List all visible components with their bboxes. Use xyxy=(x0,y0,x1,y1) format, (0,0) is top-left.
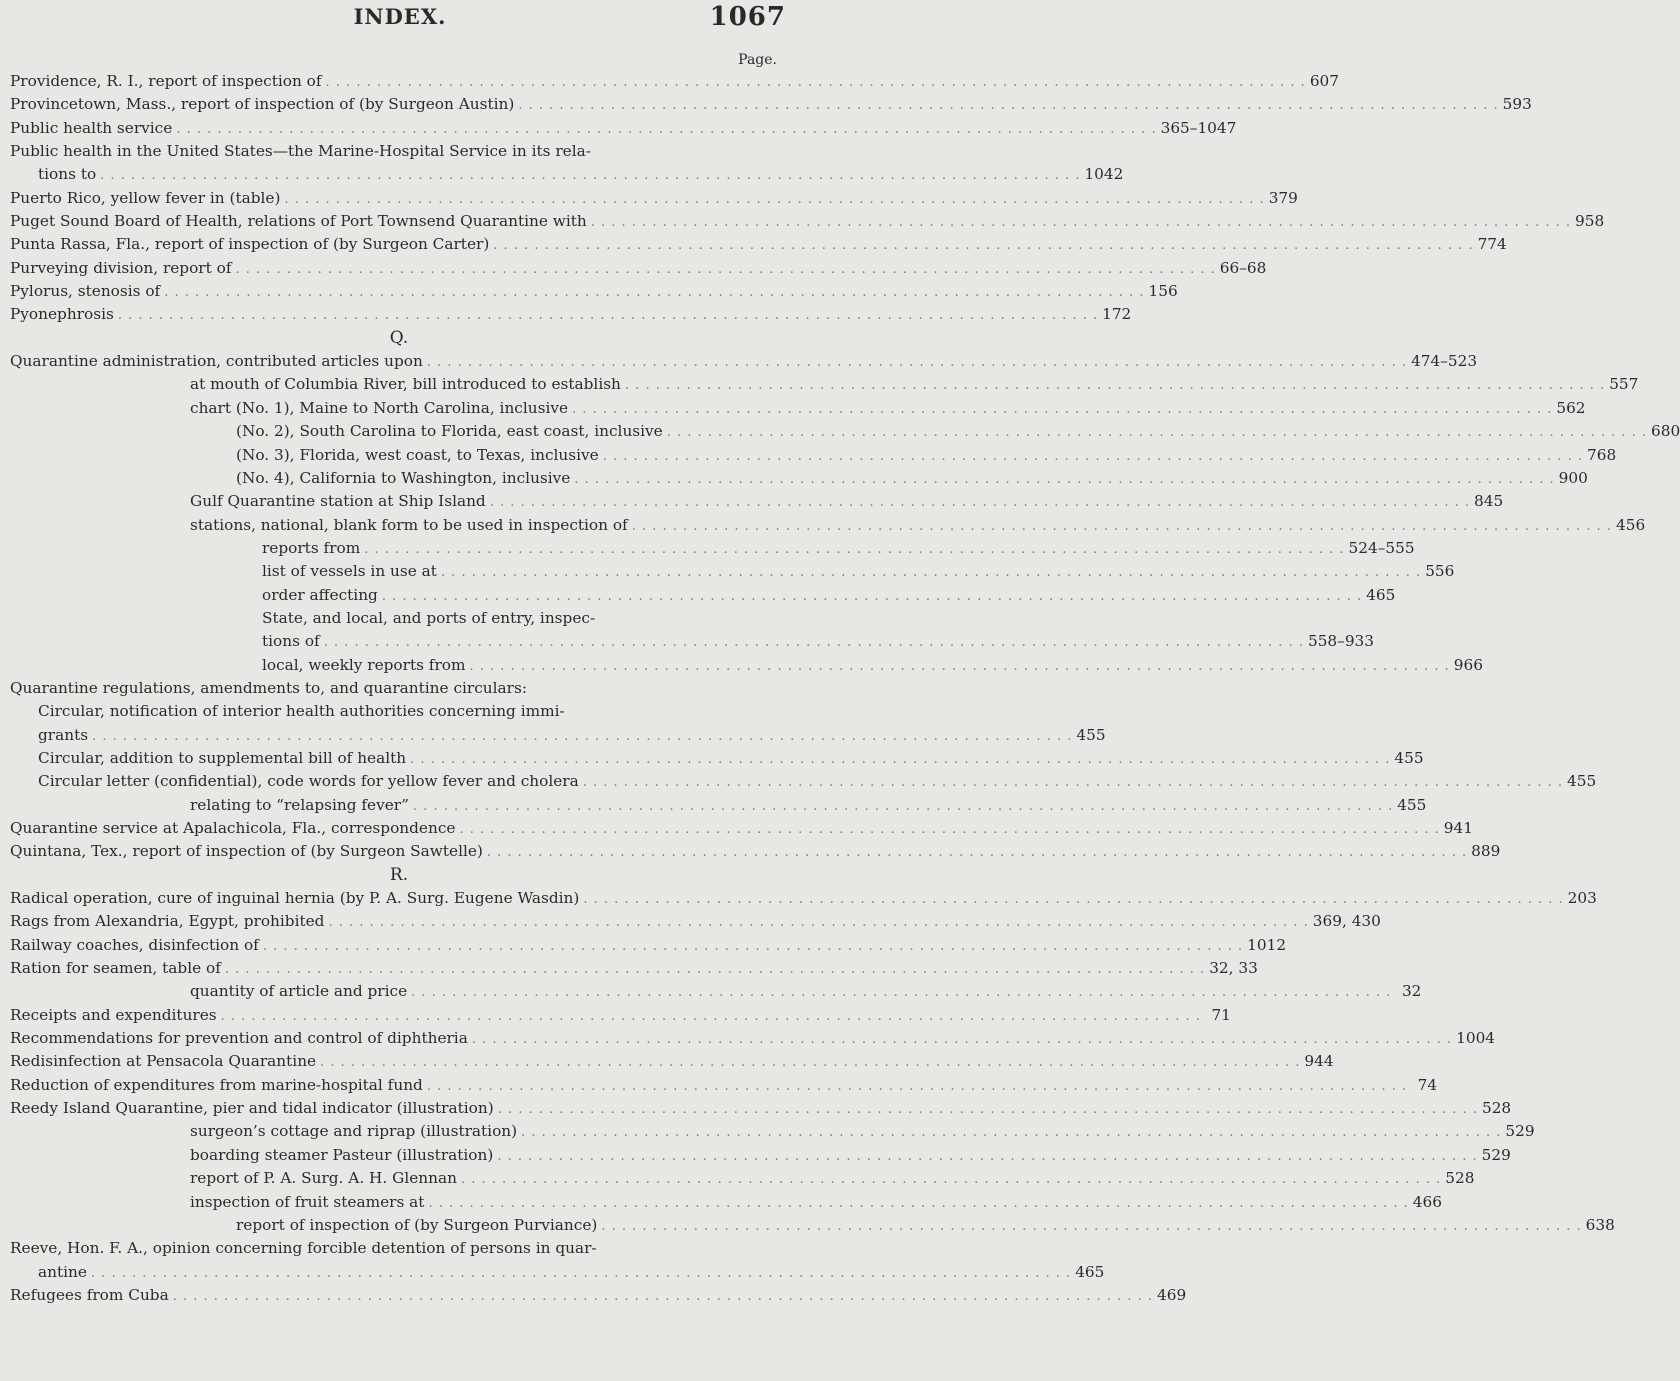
index-entry xyxy=(10,1284,1187,1307)
entry-text: Radical operation, cure of inguinal hernia (by P. A. Surg. Eugene Wasdin) xyxy=(10,889,580,908)
entry-text: Purveying division, report of xyxy=(10,258,232,277)
dot-leader xyxy=(574,468,1554,491)
entry-text: grants xyxy=(38,725,89,744)
dot-leader xyxy=(487,841,1467,864)
section-letter: R. xyxy=(389,864,409,885)
entry-text: list of vessels in use at xyxy=(262,562,437,581)
entry-page-ref: 74 xyxy=(1417,1075,1438,1094)
dot-leader xyxy=(498,1098,1478,1121)
entry-text: State, and local, and ports of entry, inspec- xyxy=(262,608,596,627)
dot-leader xyxy=(176,118,1156,141)
entry-text: stations, national, blank form to be used in inspection of xyxy=(190,515,628,534)
index-entry xyxy=(10,607,788,630)
index-entry xyxy=(10,1191,1442,1214)
running-header-title: INDEX. xyxy=(353,4,447,29)
entry-text: report of inspection of (by Surgeon Purviance) xyxy=(236,1215,598,1234)
index-entry xyxy=(10,630,1375,653)
dot-leader xyxy=(92,725,1072,748)
dot-leader xyxy=(459,818,1439,841)
entry-page-ref: 524–555 xyxy=(1348,538,1415,557)
entry-text: Recommendations for prevention and control of diphtheria xyxy=(10,1029,468,1048)
index-entry xyxy=(10,584,1396,607)
index-entry xyxy=(10,560,1455,583)
entry-text: antine xyxy=(38,1262,87,1281)
entry-page-ref: 941 xyxy=(1443,819,1473,837)
entry-text: Puget Sound Board of Health, relations of Port Townsend Quarantine with xyxy=(10,212,587,231)
index-entry xyxy=(10,770,1597,793)
page-number: 1067 xyxy=(709,2,786,32)
index-entry xyxy=(10,1120,1535,1143)
entry-text: local, weekly reports from xyxy=(262,655,466,674)
entry-page-ref: 528 xyxy=(1481,1099,1512,1118)
index-entry xyxy=(10,187,1298,210)
index-entry xyxy=(10,817,1473,840)
entry-text: Railway coaches, disinfection of xyxy=(10,935,259,954)
entry-text: Public health in the United States—the Marine-Hospital Service in its rela- xyxy=(10,142,591,161)
entry-page-ref: 466 xyxy=(1412,1192,1442,1211)
entry-text: at mouth of Columbia River, bill introduced to establish xyxy=(190,375,621,394)
entry-page-ref: 889 xyxy=(1471,842,1501,861)
entry-page-ref: 172 xyxy=(1102,305,1132,324)
entry-page-ref: 465 xyxy=(1366,585,1396,604)
dot-leader xyxy=(490,491,1470,514)
entry-page-ref: 638 xyxy=(1585,1215,1615,1234)
index-entry xyxy=(10,1214,1615,1237)
index-entry xyxy=(10,420,1680,443)
dot-leader xyxy=(497,1145,1477,1168)
entry-page-ref: 1012 xyxy=(1247,935,1287,954)
index-entry xyxy=(10,654,1483,677)
index-entry xyxy=(10,93,1532,116)
entry-text: quantity of article and price xyxy=(190,982,408,1001)
dot-leader xyxy=(427,351,1407,374)
entry-page-ref: 558–933 xyxy=(1307,632,1375,651)
entry-page-ref: 593 xyxy=(1502,95,1532,114)
entry-page-ref: 607 xyxy=(1309,72,1340,90)
entry-page-ref: 529 xyxy=(1505,1122,1535,1141)
index-entry xyxy=(10,724,1106,747)
dot-leader xyxy=(583,771,1563,794)
index-entry xyxy=(10,70,1340,93)
index-entry xyxy=(10,1074,1438,1097)
dot-leader xyxy=(572,398,1552,421)
dot-leader xyxy=(518,94,1498,117)
dot-leader xyxy=(100,164,1080,187)
entry-page-ref: 1042 xyxy=(1084,165,1124,184)
dot-leader xyxy=(583,888,1563,911)
entry-text: Refugees from Cuba xyxy=(10,1285,169,1304)
entry-page-ref: 966 xyxy=(1453,655,1483,674)
dot-leader xyxy=(364,538,1344,561)
entry-page-ref: 774 xyxy=(1477,235,1507,254)
dot-leader xyxy=(326,71,1306,94)
entry-page-ref: 528 xyxy=(1445,1169,1475,1188)
index-entry xyxy=(10,747,1424,770)
section-letter: Q. xyxy=(389,327,409,348)
dot-leader xyxy=(328,911,1308,934)
entry-page-ref: 845 xyxy=(1474,492,1504,511)
entry-page-ref: 958 xyxy=(1575,212,1605,231)
entry-text: Quintana, Tex., report of inspection of (by Surgeon Sawtelle) xyxy=(10,842,483,861)
entry-text: (No. 2), South Carolina to Florida, east coast, inclusive xyxy=(236,422,663,441)
dot-leader xyxy=(411,981,1391,1004)
entry-text: Public health service xyxy=(10,118,173,137)
dot-leader xyxy=(601,1215,1581,1238)
entry-text: inspection of fruit steamers at xyxy=(190,1192,425,1211)
entry-text: tions to xyxy=(38,165,97,184)
dot-leader xyxy=(413,795,1393,818)
entry-page-ref: 557 xyxy=(1609,375,1639,394)
entry-text: report of P. A. Surg. A. H. Glennan xyxy=(190,1169,457,1188)
dot-leader xyxy=(173,1285,1153,1308)
entry-text: Ration for seamen, table of xyxy=(10,959,221,978)
page-column-label: Page. xyxy=(738,52,777,68)
entry-text: surgeon’s cottage and riprap (illustration) xyxy=(190,1122,518,1141)
dot-leader xyxy=(263,935,1243,958)
dot-leader xyxy=(410,748,1390,771)
entry-page-ref: 529 xyxy=(1481,1145,1511,1164)
entry-page-ref: 474–523 xyxy=(1411,352,1478,371)
entry-page-ref: 32 xyxy=(1401,982,1422,1001)
index-entry xyxy=(10,934,1287,957)
entry-text: Reeve, Hon. F. A., opinion concerning forcible detention of persons in quar- xyxy=(10,1239,597,1258)
entry-page-ref: 456 xyxy=(1616,515,1646,534)
dot-leader xyxy=(521,1121,1501,1144)
entry-page-ref: 156 xyxy=(1148,282,1178,301)
entry-text: Receipts and expenditures xyxy=(10,1005,217,1024)
entry-page-ref: 203 xyxy=(1567,889,1597,908)
entry-text: Reduction of expenditures from marine-hospital fund xyxy=(10,1075,423,1094)
dot-leader xyxy=(236,258,1216,281)
entry-text: Circular, addition to supplemental bill of health xyxy=(38,748,407,767)
dot-leader xyxy=(632,515,1612,538)
dot-leader xyxy=(470,655,1450,678)
entry-text: reports from xyxy=(262,538,361,557)
index-entry xyxy=(10,397,1586,420)
entry-page-ref: 680 xyxy=(1651,422,1680,441)
entry-page-ref: 556 xyxy=(1425,562,1455,581)
index-entry xyxy=(10,677,788,700)
entry-page-ref: 365–1047 xyxy=(1160,118,1237,137)
entry-text: boarding steamer Pasteur (illustration) xyxy=(190,1145,494,1164)
entry-page-ref: 455 xyxy=(1397,795,1427,814)
index-entry xyxy=(10,980,1422,1003)
dot-leader xyxy=(427,1075,1407,1098)
entry-text: Provincetown, Mass., report of inspection of (by Surgeon Austin) xyxy=(10,95,515,114)
entry-text: Pylorus, stenosis of xyxy=(10,282,161,301)
entry-text: relating to “relapsing fever” xyxy=(190,795,409,814)
entry-text: (No. 4), California to Washington, inclusive xyxy=(236,468,571,487)
entry-page-ref: 369, 430 xyxy=(1312,912,1381,931)
dot-leader xyxy=(324,631,1304,654)
entry-text: Reedy Island Quarantine, pier and tidal indicator (illustration) xyxy=(10,1099,494,1118)
entry-page-ref: 32, 33 xyxy=(1209,959,1258,978)
index-entry xyxy=(10,910,1381,933)
entry-page-ref: 455 xyxy=(1567,772,1597,791)
index-entry xyxy=(10,233,1507,256)
entry-text: Puerto Rico, yellow fever in (table) xyxy=(10,188,281,207)
entry-text: Quarantine regulations, amendments to, and quarantine circulars: xyxy=(10,678,527,697)
entry-text: chart (No. 1), Maine to North Carolina, inclusive xyxy=(190,398,569,417)
index-entry xyxy=(10,1144,1511,1167)
index-entry xyxy=(10,140,788,163)
dot-leader xyxy=(441,561,1421,584)
index-entry xyxy=(10,210,1605,233)
dot-leader xyxy=(472,1028,1452,1051)
dot-leader xyxy=(91,1262,1071,1285)
index-entry xyxy=(10,280,1178,303)
index-entry xyxy=(10,1050,1334,1073)
index-entry xyxy=(10,700,788,723)
entry-page-ref: 944 xyxy=(1304,1052,1334,1071)
entry-page-ref: 71 xyxy=(1211,1005,1231,1024)
dot-leader xyxy=(461,1168,1441,1191)
entry-text: tions of xyxy=(262,632,320,651)
entry-page-ref: 455 xyxy=(1394,748,1424,767)
entry-page-ref: 900 xyxy=(1558,468,1588,487)
entry-page-ref: 66–68 xyxy=(1219,258,1267,277)
index-entry xyxy=(10,1027,1496,1050)
entry-text: Gulf Quarantine station at Ship Island xyxy=(190,492,486,511)
dot-leader xyxy=(320,1051,1300,1074)
dot-leader xyxy=(428,1192,1408,1215)
entry-text: Rags from Alexandria, Egypt, prohibited xyxy=(10,912,325,931)
entry-text: Quarantine administration, contributed articles upon xyxy=(10,352,423,371)
entry-text: Providence, R. I., report of inspection of xyxy=(10,72,322,90)
entry-text: Pyonephrosis xyxy=(10,305,114,324)
entry-page-ref: 562 xyxy=(1556,398,1586,417)
dot-leader xyxy=(221,1005,1201,1028)
index-entry xyxy=(10,373,1639,396)
entry-page-ref: 1004 xyxy=(1456,1029,1496,1048)
index-entry xyxy=(10,303,1132,326)
index-entry xyxy=(10,887,1597,910)
index-entry xyxy=(10,957,1258,980)
dot-leader xyxy=(164,281,1144,304)
entry-text: Quarantine service at Apalachicola, Fla., correspondence xyxy=(10,819,456,837)
entry-page-ref: 379 xyxy=(1268,188,1298,207)
index-entry xyxy=(10,794,1427,817)
entry-text: order affecting xyxy=(262,585,378,604)
index-entry xyxy=(10,1004,1231,1027)
entry-page-ref: 469 xyxy=(1157,1285,1187,1304)
index-entry xyxy=(10,1261,1105,1284)
index-entry xyxy=(10,467,1588,490)
dot-leader xyxy=(284,188,1264,211)
dot-leader xyxy=(625,374,1605,397)
index-entry xyxy=(10,840,1501,863)
index-entry xyxy=(10,163,1124,186)
entry-text: Punta Rassa, Fla., report of inspection of (by Surgeon Carter) xyxy=(10,235,490,254)
index-entry xyxy=(10,1167,1475,1190)
entry-page-ref: 768 xyxy=(1587,445,1617,464)
index-entry xyxy=(10,537,1415,560)
entry-text: Circular, notification of interior health authorities concerning immi- xyxy=(38,702,565,721)
section-letter-heading xyxy=(10,327,788,350)
entry-page-ref: 455 xyxy=(1076,725,1106,744)
dot-leader xyxy=(225,958,1205,981)
index-entry xyxy=(10,350,1478,373)
dot-leader xyxy=(493,234,1473,257)
entry-text: (No. 3), Florida, west coast, to Texas, inclusive xyxy=(236,445,599,464)
index-entries xyxy=(10,70,1680,1307)
index-entry xyxy=(10,490,1504,513)
dot-leader xyxy=(603,445,1583,468)
index-entry xyxy=(10,257,1267,280)
dot-leader xyxy=(591,211,1571,234)
index-entry xyxy=(10,1097,1512,1120)
entry-page-ref: 465 xyxy=(1075,1262,1105,1281)
index-entry xyxy=(10,444,1617,467)
dot-leader xyxy=(667,421,1647,444)
dot-leader xyxy=(118,304,1098,327)
section-letter-heading xyxy=(10,864,788,887)
index-entry xyxy=(10,514,1646,537)
dot-leader xyxy=(382,585,1362,608)
index-entry xyxy=(10,117,1237,140)
entry-text: Redisinfection at Pensacola Quarantine xyxy=(10,1052,317,1071)
index-entry xyxy=(10,1237,788,1260)
entry-text: Circular letter (confidential), code words for yellow fever and cholera xyxy=(38,772,579,791)
